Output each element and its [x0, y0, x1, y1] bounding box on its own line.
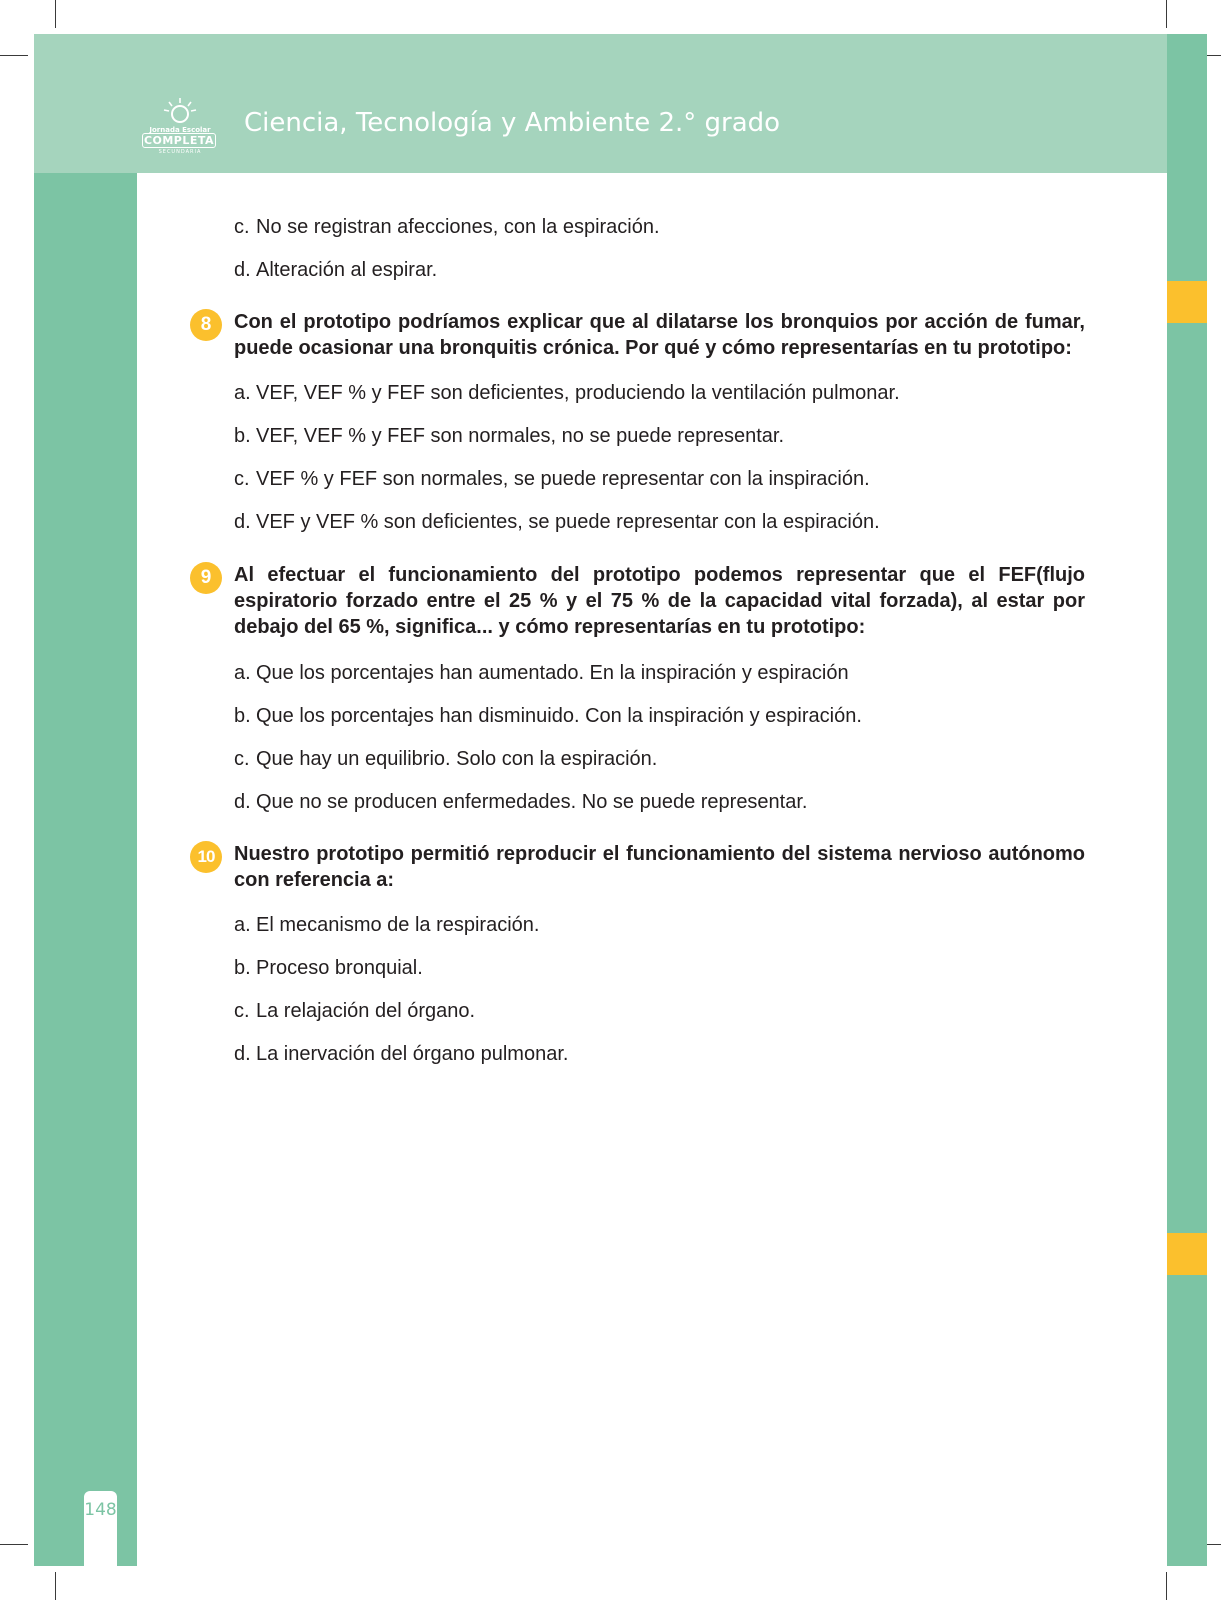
option-item — [234, 214, 660, 240]
option-item — [234, 509, 880, 535]
option-letter: b. — [234, 705, 251, 727]
option-letter: d. — [234, 791, 251, 813]
option-item — [234, 703, 862, 729]
question-text: Con el prototipo podríamos explicar que al dilatarse los bronquios por acción de fumar, puede ocasionar una bronquitis crónica. Por qué y cómo representarías en tu prototipo: — [234, 311, 1085, 359]
option-item — [234, 466, 870, 492]
option-letter: c. — [234, 748, 250, 770]
option-text: Proceso bronquial. — [256, 957, 423, 979]
option-letter: d. — [234, 1043, 251, 1065]
option-item — [234, 423, 784, 449]
question-number-badge: 10 — [190, 841, 222, 873]
page-number: 148 — [84, 1500, 117, 1520]
option-letter: c. — [234, 468, 250, 490]
logo-badge: COMPLETA — [143, 134, 215, 147]
option-text: No se registran afecciones, con la espiración. — [256, 216, 660, 238]
question-number-badge: 8 — [190, 309, 222, 341]
option-letter: c. — [234, 1000, 250, 1022]
logo-bottom-text: SECUNDARIA — [158, 149, 202, 155]
option-item — [234, 998, 475, 1024]
option-text: VEF % y FEF son normales, se puede representar con la inspiración. — [256, 468, 870, 490]
option-item — [234, 660, 849, 686]
option-letter: c. — [234, 216, 250, 238]
option-letter: d. — [234, 259, 251, 281]
option-item — [234, 380, 900, 406]
option-letter: a. — [234, 914, 251, 936]
option-letter: b. — [234, 425, 251, 447]
option-text: El mecanismo de la respiración. — [256, 914, 540, 936]
option-text: VEF, VEF % y FEF son deficientes, produciendo la ventilación pulmonar. — [256, 382, 900, 404]
option-item — [234, 955, 423, 981]
option-text: La inervación del órgano pulmonar. — [256, 1043, 569, 1065]
question-text: Al efectuar el funcionamiento del prototipo podemos representar que el FEF(flujo espiratorio forzado entre el 25 % y el 75 % de la capacidad vital forzada), al estar por debajo del 65 %, significa... y cómo representarías en tu prototipo: — [234, 564, 1085, 638]
option-text: Que los porcentajes han aumentado. En la inspiración y espiración — [256, 662, 849, 684]
option-text: Que los porcentajes han disminuido. Con la inspiración y espiración. — [256, 705, 862, 727]
question-text: Nuestro prototipo permitió reproducir el funcionamiento del sistema nervioso autónomo con referencia a: — [234, 843, 1085, 891]
header-title: Ciencia, Tecnología y Ambiente 2.° grado — [244, 108, 781, 138]
question-number-badge: 9 — [190, 562, 222, 594]
option-item — [234, 1041, 568, 1067]
option-letter: b. — [234, 957, 251, 979]
option-text: La relajación del órgano. — [256, 1000, 476, 1022]
option-text: Que no se producen enfermedades. No se puede representar. — [256, 791, 808, 813]
option-item — [234, 789, 807, 815]
option-letter: d. — [234, 511, 251, 533]
option-text: VEF, VEF % y FEF son normales, no se puede representar. — [256, 425, 785, 447]
option-letter: a. — [234, 382, 251, 404]
logo-top-text: Jornada Escolar — [149, 126, 211, 134]
option-item — [234, 257, 437, 283]
option-text: VEF y VEF % son deficientes, se puede representar con la espiración. — [256, 511, 880, 533]
option-text: Que hay un equilibrio. Solo con la espiración. — [256, 748, 658, 770]
option-item — [234, 746, 657, 772]
option-item — [234, 912, 539, 938]
option-text: Alteración al espirar. — [256, 259, 438, 281]
option-letter: a. — [234, 662, 251, 684]
